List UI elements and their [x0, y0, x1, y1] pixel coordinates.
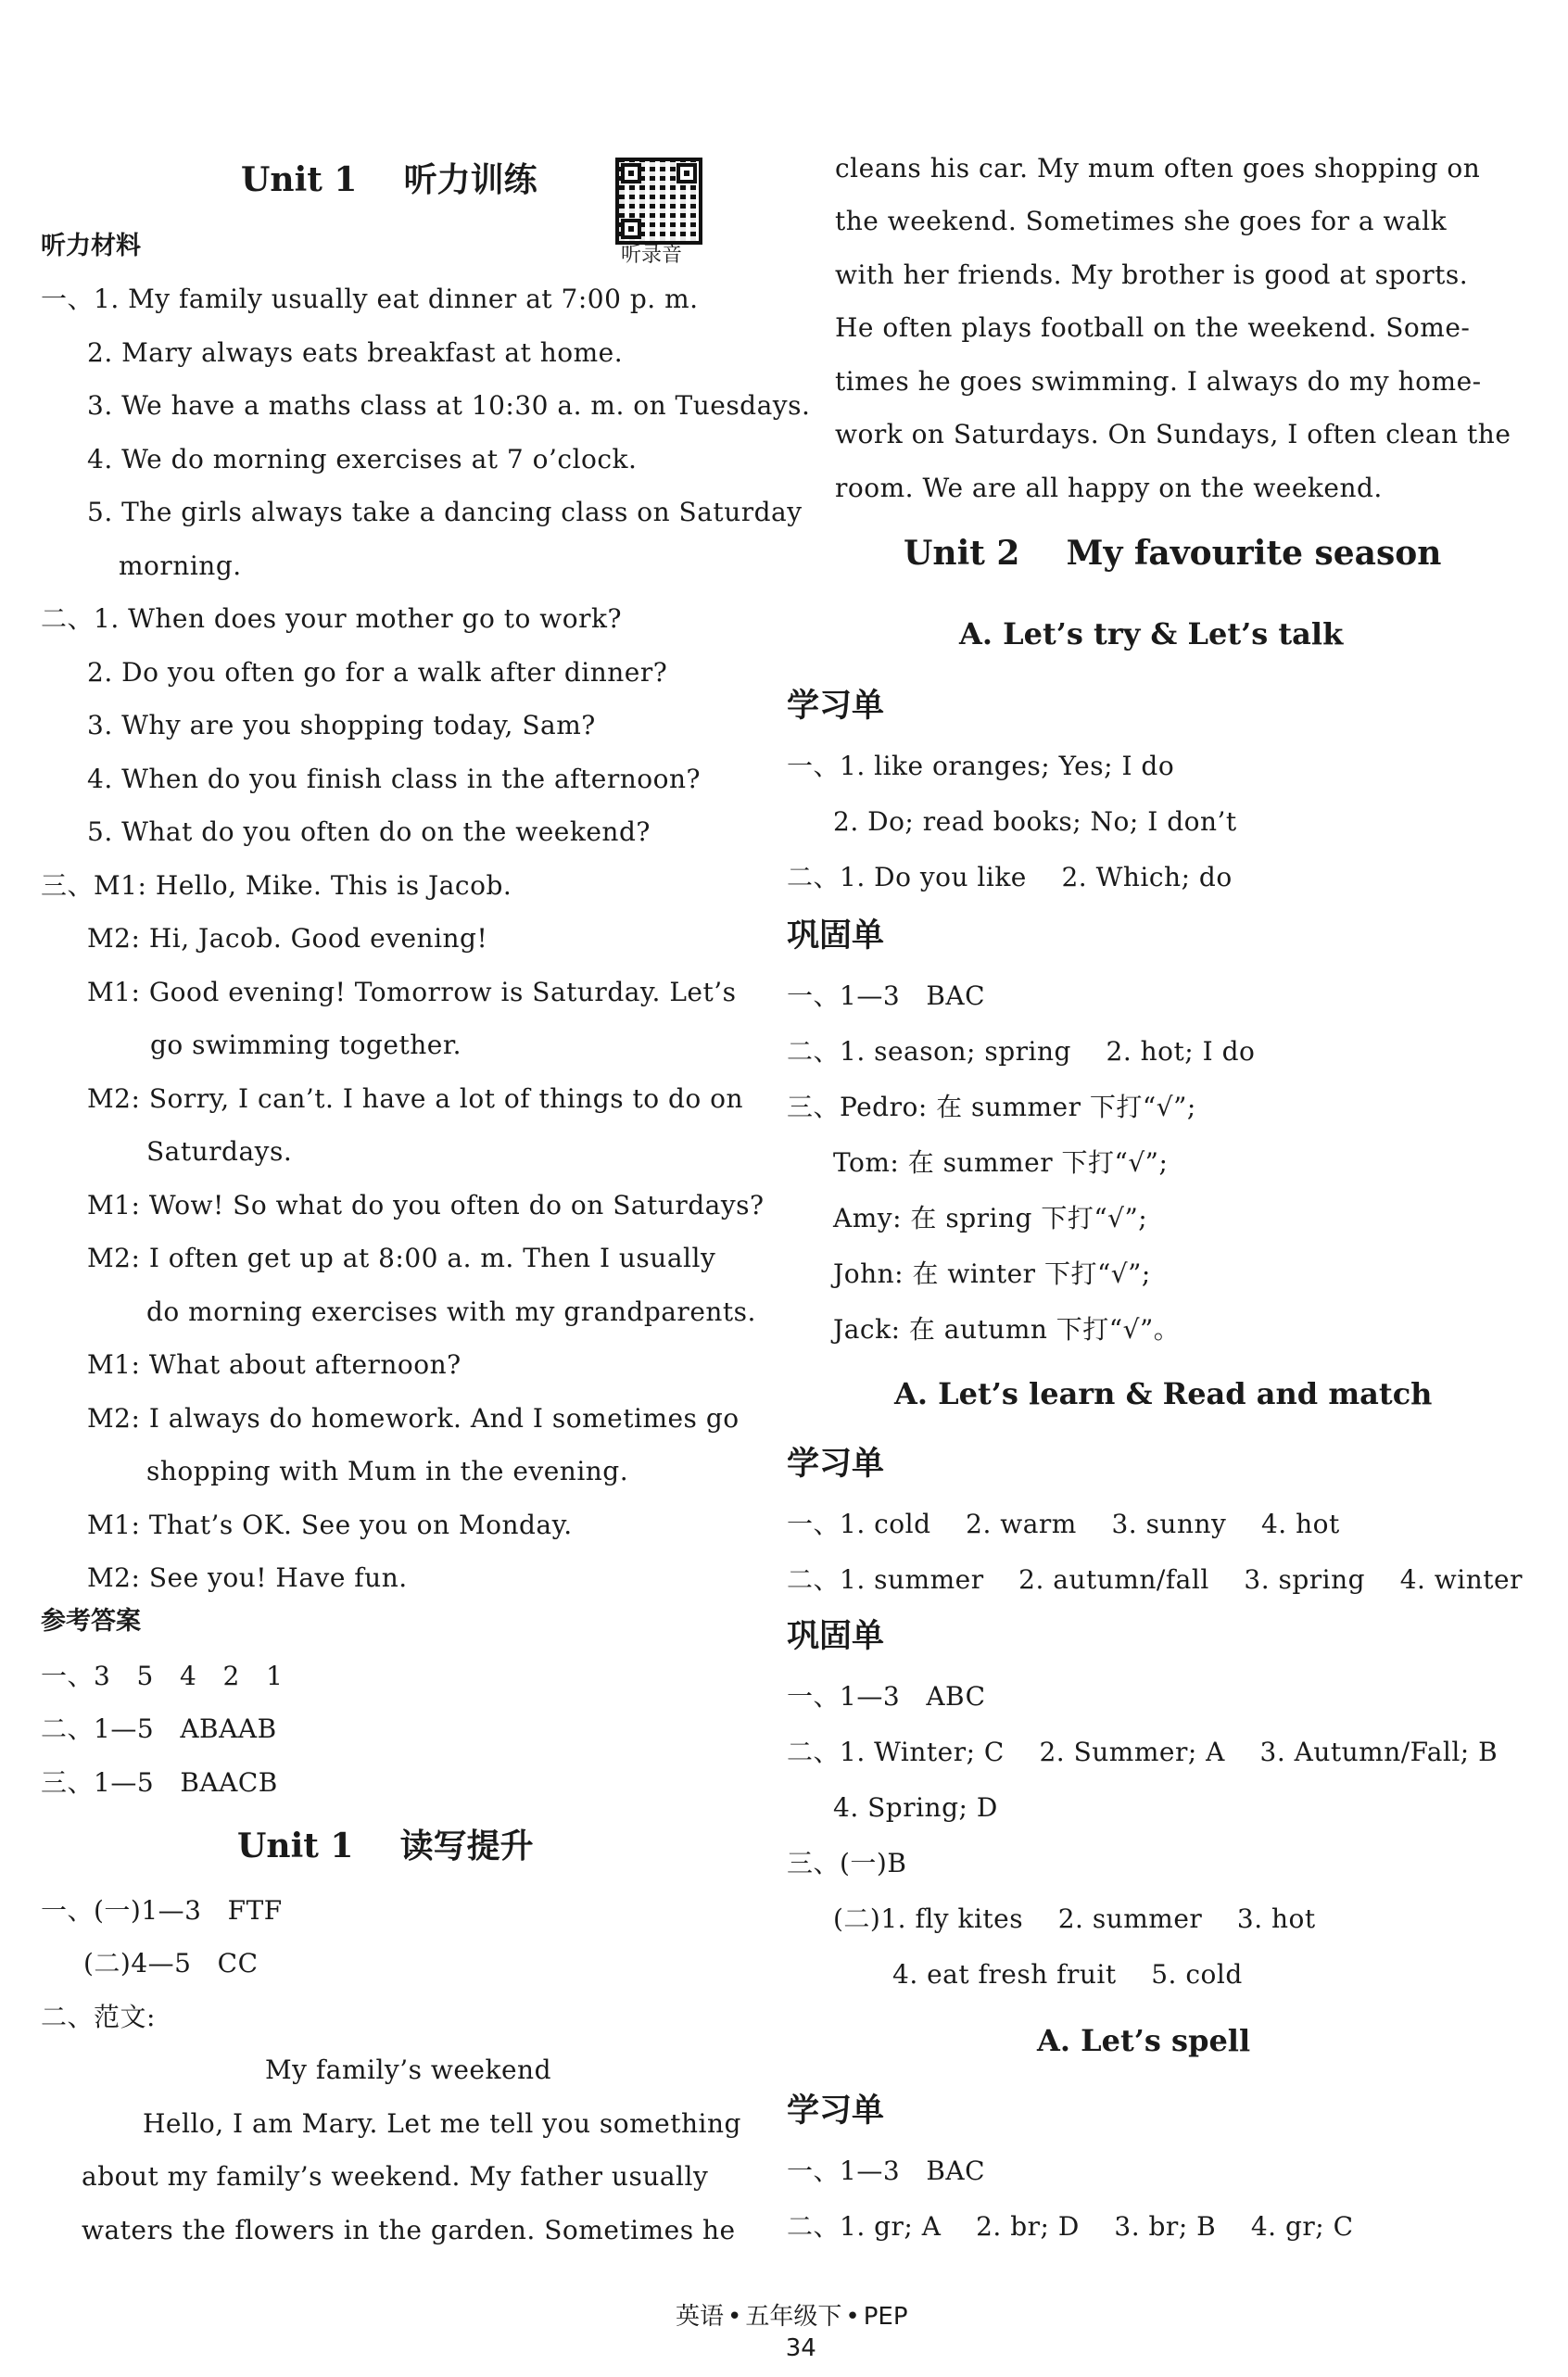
dialogue-line: M1: Good evening! Tomorrow is Saturday. Let’s [87, 977, 737, 1007]
footer-subject: 英语 [676, 2303, 725, 2331]
answer-line: (二)4—5 CC [83, 1948, 259, 1979]
list-item: 2. Mary always eats breakfast at home. [87, 337, 624, 368]
essay-line: waters the flowers in the garden. Sometimes he [82, 2215, 736, 2245]
essay-line: work on Saturdays. On Sundays, I often clean the [835, 419, 1511, 449]
list-item: morning. [119, 550, 242, 581]
page-footer: 英语 • 五年级下 • PEP 34 [676, 2303, 908, 2362]
unit2-title: Unit 2 My favourite season [904, 534, 1442, 573]
dialogue-line: Saturdays. [146, 1136, 293, 1167]
dialogue-line: 三、M1: Hello, Mike. This is Jacob. [41, 870, 512, 901]
consolidation-heading: 巩固单 [787, 1618, 885, 1655]
answer-line: 三、Pedro: 在 summer 下打“√”; [787, 1092, 1196, 1122]
dialogue-line: go swimming together. [150, 1030, 462, 1060]
dialogue-line: M2: Hi, Jacob. Good evening! [87, 923, 488, 954]
answer-line: 一、1—3 BAC [787, 980, 986, 1011]
answer-line: 二、1. summer 2. autumn/fall 3. spring 4. winter [787, 1564, 1523, 1595]
list-item: 3. We have a maths class at 10:30 a. m. on Tuesdays. [87, 390, 811, 421]
list-item: 4. When do you finish class in the afternoon? [87, 764, 702, 794]
essay-line: cleans his car. My mum often goes shopping on [835, 153, 1481, 183]
dialogue-line: M2: I always do homework. And I sometimes go [87, 1403, 740, 1434]
list-item: 4. We do morning exercises at 7 o’clock. [87, 444, 638, 474]
section-title-try-talk: A. Let’s try & Let’s talk [959, 616, 1344, 651]
page-number: 34 [785, 2334, 816, 2362]
qr-label: 听录音 [621, 244, 683, 267]
answer-line: 二、1. Winter; C 2. Summer; A 3. Autumn/Fall; B [787, 1737, 1498, 1767]
list-item: 3. Why are you shopping today, Sam? [87, 710, 596, 740]
dialogue-line: do morning exercises with my grandparents. [146, 1296, 756, 1327]
dialogue-line: M2: I often get up at 8:00 a. m. Then I usually [87, 1243, 716, 1273]
answer-heading: 参考答案 [41, 1607, 141, 1636]
list-item: 5. The girls always take a dancing class on Saturday [87, 497, 803, 527]
consolidation-heading: 巩固单 [787, 917, 885, 955]
essay-line: He often plays football on the weekend. Some- [835, 312, 1471, 343]
list-item: 2. Do you often go for a walk after dinner? [87, 657, 668, 688]
dialogue-line: M1: What about afternoon? [87, 1349, 462, 1380]
answer-line: Amy: 在 spring 下打“√”; [833, 1203, 1148, 1233]
dialogue-line: M1: That’s OK. See you on Monday. [87, 1510, 573, 1540]
answer-line: 二、1. gr; A 2. br; D 3. br; B 4. gr; C [787, 2211, 1354, 2242]
answer-line: 二、1—5 ABAAB [41, 1713, 277, 1744]
section-title-spell: A. Let’s spell [1037, 2023, 1251, 2058]
worksheet-heading: 学习单 [787, 2093, 885, 2130]
essay-line: with her friends. My brother is good at sports. [835, 259, 1469, 290]
essay-title: My family’s weekend [265, 2055, 551, 2085]
answer-line: 4. Spring; D [833, 1792, 998, 1823]
answer-line: 一、1—3 ABC [787, 1681, 986, 1712]
answer-line: 三、1—5 BAACB [41, 1767, 278, 1798]
answer-line: Jack: 在 autumn 下打“√”。 [833, 1314, 1181, 1345]
answer-line: 二、范文: [41, 2002, 156, 2032]
footer-edition: PEP [863, 2303, 908, 2331]
worksheet-heading: 学习单 [787, 1446, 885, 1483]
essay-line: room. We are all happy on the weekend. [835, 473, 1383, 503]
answer-line: 一、1. cold 2. warm 3. sunny 4. hot [787, 1509, 1340, 1539]
list-item: 5. What do you often do on the weekend? [87, 816, 651, 847]
answer-line: 2. Do; read books; No; I don’t [833, 806, 1237, 837]
section-title-learn-read: A. Let’s learn & Read and match [894, 1376, 1433, 1411]
dialogue-line: shopping with Mum in the evening. [146, 1456, 629, 1486]
answer-line: 三、(一)B [787, 1848, 907, 1878]
unit1-readwrite-title: Unit 1 读写提升 [237, 1827, 534, 1865]
answer-line: 一、1—3 BAC [787, 2156, 986, 2186]
list-item: 一、1. My family usually eat dinner at 7:00 p. m. [41, 284, 699, 314]
worksheet-heading: 学习单 [787, 688, 885, 725]
answer-line: John: 在 winter 下打“√”; [833, 1258, 1151, 1289]
essay-line: the weekend. Sometimes she goes for a walk [835, 206, 1448, 236]
dialogue-line: M2: See you! Have fun. [87, 1562, 408, 1593]
listening-material-heading: 听力材料 [41, 232, 141, 260]
unit1-listening-title: Unit 1 听力训练 [241, 160, 537, 199]
answer-line: 一、(一)1—3 FTF [41, 1895, 283, 1926]
essay-line: about my family’s weekend. My father usually [82, 2161, 709, 2192]
answer-line: 一、1. like oranges; Yes; I do [787, 751, 1175, 781]
answer-line: (二)1. fly kites 2. summer 3. hot [833, 1903, 1316, 1934]
list-item: 二、1. When does your mother go to work? [41, 603, 622, 634]
essay-line: times he goes swimming. I always do my home- [835, 366, 1482, 397]
answer-line: 二、1. Do you like 2. Which; do [787, 862, 1233, 892]
dialogue-line: M1: Wow! So what do you often do on Saturdays? [87, 1190, 765, 1220]
answer-line: 一、3 5 4 2 1 [41, 1661, 284, 1691]
dialogue-line: M2: Sorry, I can’t. I have a lot of things to do on [87, 1083, 744, 1114]
footer-grade: 五年级下 [745, 2303, 842, 2331]
answer-line: 二、1. season; spring 2. hot; I do [787, 1036, 1256, 1067]
answer-line: 4. eat fresh fruit 5. cold [892, 1959, 1243, 1990]
essay-line: Hello, I am Mary. Let me tell you something [143, 2108, 741, 2139]
answer-line: Tom: 在 summer 下打“√”; [833, 1147, 1169, 1178]
qr-code-icon[interactable] [615, 158, 702, 245]
